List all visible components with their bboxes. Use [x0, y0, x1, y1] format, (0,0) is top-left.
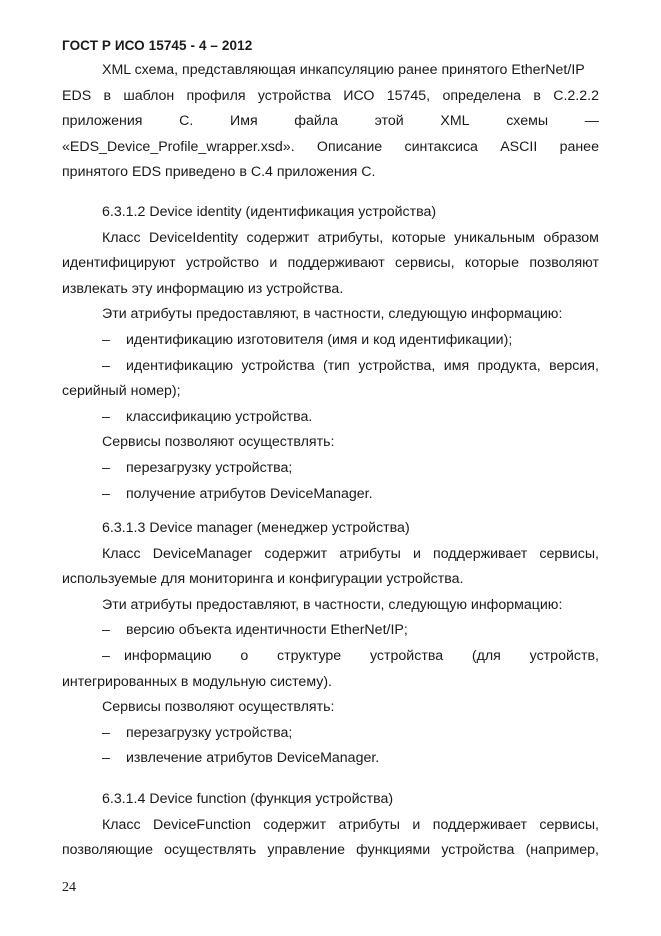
section-heading: 6.3.1.2 Device identity (идентификация устройства) — [102, 204, 437, 220]
text-line: Класс DeviceManager содержит атрибуты и поддерживает сервисы, — [102, 545, 599, 562]
text-line: приложения С. Имя файла этой XML схемы — — [62, 113, 599, 130]
list-item: – перезагрузку устройства; — [102, 724, 293, 741]
text-line: используемые для мониторинга и конфигурации устройства. — [62, 571, 464, 588]
intro-paragraph — [62, 58, 599, 186]
list-item: – классификацию устройства. — [102, 408, 313, 425]
text-line: позволяющие осуществлять управление функциями устройства (например, — [62, 842, 599, 859]
list-item: – извлечение атрибутов DeviceManager. — [102, 750, 380, 767]
list-intro: Эти атрибуты предоставляют, в частности, следующую информацию: — [102, 596, 563, 613]
text-line: принятого EDS приведено в С.4 приложения С. — [62, 164, 376, 181]
section-device-function — [62, 787, 599, 864]
page-number: 24 — [62, 880, 76, 895]
list-item: – информацию о структуре устройства (для устройств, — [102, 647, 599, 664]
section-heading: 6.3.1.3 Device manager (менеджер устройства) — [102, 520, 410, 536]
text-line: «EDS_Device_Profile_wrapper.xsd». Описание синтаксиса ASCII ранее — [62, 138, 599, 155]
list-item: – получение атрибутов DeviceManager. — [102, 485, 373, 502]
text-line: EDS в шаблон профиля устройства ИСО 15745, определена в С.2.2.2 — [62, 87, 599, 104]
list-item: – идентификацию изготовителя (имя и код идентификации); — [102, 331, 513, 348]
text-line: интегрированных в модульную систему). — [62, 673, 332, 690]
list-item: – перезагрузку устройства; — [102, 459, 293, 476]
list-item: – идентификацию устройства (тип устройства, имя продукта, версия, — [102, 357, 599, 374]
text-line: Класс DeviceIdentity содержит атрибуты, которые уникальным образом — [102, 229, 599, 246]
section-device-manager — [62, 516, 599, 772]
text-line: идентифицируют устройство и поддерживают сервисы, которые позволяют — [62, 255, 599, 272]
list-item: – версию объекта идентичности EtherNet/IP; — [102, 622, 408, 639]
services-intro: Сервисы позволяют осуществлять: — [102, 699, 335, 716]
text-line: Класс DeviceFunction содержит атрибуты и поддерживает сервисы, — [102, 816, 599, 833]
list-intro: Эти атрибуты предоставляют, в частности, следующую информацию: — [102, 306, 563, 323]
section-heading: 6.3.1.4 Device function (функция устройства) — [102, 791, 394, 807]
section-device-identity — [62, 200, 599, 507]
services-intro: Сервисы позволяют осуществлять: — [102, 434, 335, 451]
document-header: ГОСТ Р ИСО 15745 - 4 – 2012 — [62, 38, 253, 53]
text-line: серийный номер); — [62, 383, 181, 400]
text-line: извлекать эту информацию из устройства. — [62, 280, 344, 297]
text-line: XML схема, представляющая инкапсуляцию ранее принятого EtherNet/IP — [102, 62, 585, 78]
